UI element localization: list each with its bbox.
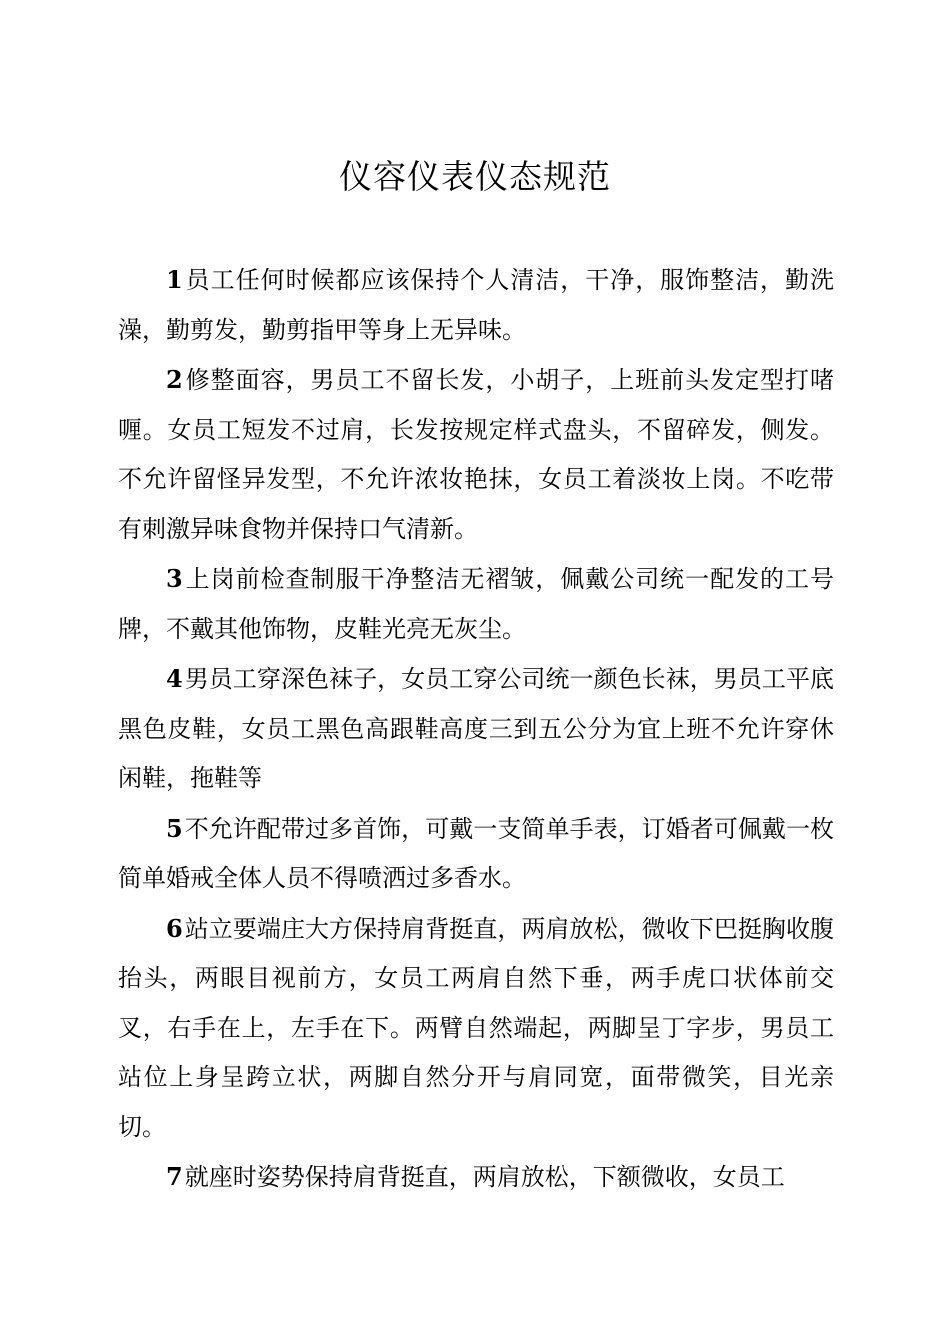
paragraph-5 xyxy=(118,804,834,904)
page-title: 仪容仪表仪态规范 xyxy=(339,157,611,196)
paragraph-text: 上岗前检查制服干净整洁无褶皱，佩戴公司统一配发的工号牌，不戴其他饰物，皮鞋光亮无灰尘。 xyxy=(118,565,834,643)
paragraph-text: 站立要端庄大方保持肩背挺直，两肩放松，微收下巴挺胸收腹抬头，两眼目视前方，女员工两肩自然下垂，两手虎口状体前交叉，右手在上，左手在下。两臂自然端起，两脚呈丁字步，男员工站位上身呈跨立状，两脚自然分开与肩同宽，面带微笑，目光亲切。 xyxy=(118,914,834,1141)
paragraph-text: 修整面容，男员工不留长发，小胡子，上班前头发定型打啫喱。女员工短发不过肩，长发按规定样式盘头，不留碎发，侧发。不允许留怪异发型，不允许浓妆艳抹，女员工着淡妆上岗。不吃带有刺激异味食物并保持口气清新。 xyxy=(118,366,834,543)
paragraph-1 xyxy=(118,255,834,355)
paragraph-text: 男员工穿深色袜子，女员工穿公司统一颜色长袜，男员工平底黑色皮鞋，女员工黑色高跟鞋高度三到五公分为宜上班不允许穿休闲鞋，拖鞋等 xyxy=(118,665,834,792)
paragraph-number: 7 xyxy=(166,1162,183,1191)
paragraph-number: 1 xyxy=(166,265,183,294)
paragraph-4 xyxy=(118,654,834,804)
paragraph-7 xyxy=(118,1152,834,1203)
paragraph-text: 不允许配带过多首饰，可戴一支简单手表，订婚者可佩戴一枚简单婚戒全体人员不得喷洒过多香水。 xyxy=(118,814,834,892)
paragraph-number: 5 xyxy=(166,813,183,843)
paragraph-number: 4 xyxy=(166,664,183,693)
paragraph-3 xyxy=(118,554,834,654)
paragraph-2 xyxy=(118,355,834,554)
paragraph-text: 员工任何时候都应该保持个人清洁，干净，服饰整洁，勤洗澡，勤剪发，勤剪指甲等身上无异味。 xyxy=(118,266,834,344)
paragraph-text: 就座时姿势保持肩背挺直，两肩放松，下额微收，女员工 xyxy=(184,1163,785,1191)
document-body xyxy=(118,255,834,1203)
paragraph-number: 6 xyxy=(166,913,183,943)
paragraph-number: 2 xyxy=(166,365,183,394)
paragraph-number: 3 xyxy=(166,564,183,593)
paragraph-6 xyxy=(118,904,834,1153)
